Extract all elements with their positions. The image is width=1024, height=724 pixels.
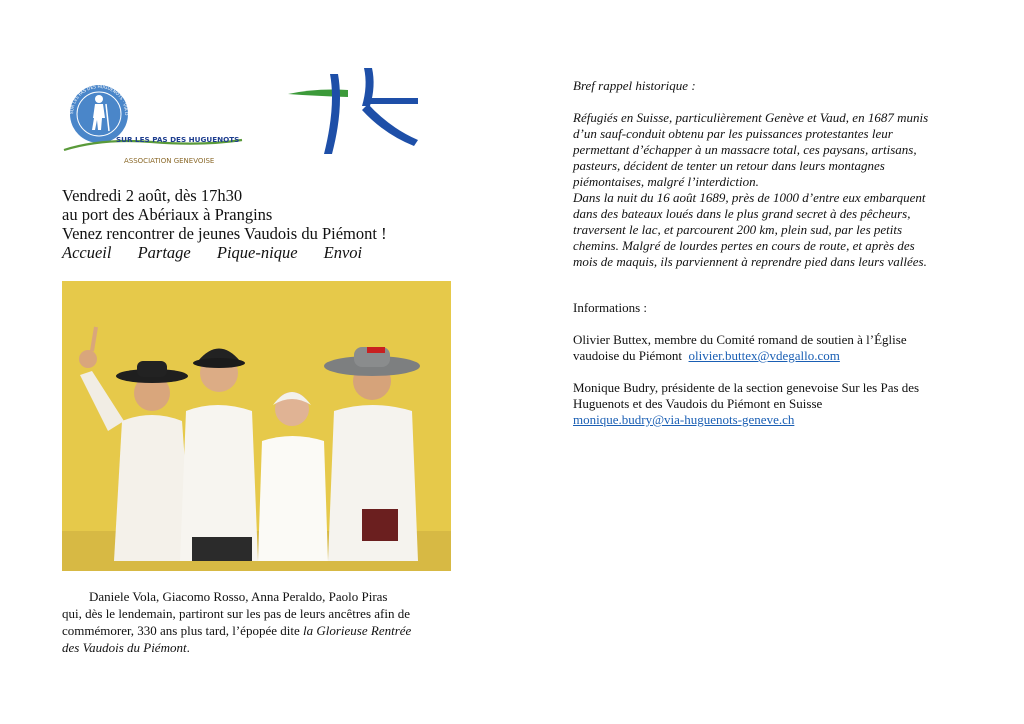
- contact-text: vaudoise du Piémont: [573, 348, 683, 363]
- history-line: d’un sauf-conduit obtenu par les puissances protestantes leur: [573, 126, 893, 141]
- event-details: [62, 186, 482, 262]
- program-item: Partage: [137, 243, 191, 262]
- history-line: mois de maquis, ils parviennent à reprendre pied dans leurs vallées.: [573, 254, 927, 269]
- caption-line: [62, 622, 462, 639]
- contact-line: [573, 412, 973, 428]
- svg-text:ASSOCIATION GENEVOISE: ASSOCIATION GENEVOISE: [124, 157, 215, 165]
- caption-text: commémorer, 330 ans plus tard, l’épopée dite: [62, 623, 303, 638]
- group-photo-illustration: [62, 281, 451, 571]
- history-line: Dans la nuit du 16 août 1689, près de 1000 d’entre eux embarquent: [573, 190, 926, 205]
- email-link-olivier[interactable]: olivier.buttex@vdegallo.com: [688, 348, 840, 363]
- program-item: Envoi: [323, 243, 363, 262]
- group-photo: [62, 281, 451, 571]
- photo-caption: [62, 588, 462, 656]
- history-line: dans des bateaux loués dans le plus grand secret à des pêcheurs,: [573, 206, 911, 221]
- caption-line: [62, 639, 462, 656]
- caption-italic: la Glorieuse Rentrée: [303, 623, 412, 638]
- program-item: Accueil: [62, 243, 112, 262]
- contact-monique: [573, 380, 973, 428]
- event-date: Vendredi 2 août, dès 17h30: [62, 186, 243, 205]
- contact-olivier: [573, 332, 973, 364]
- program-item: Pique-nique: [216, 243, 298, 262]
- history-line: Réfugiés en Suisse, particulièrement Genève et Vaud, en 1687 munis: [573, 110, 929, 125]
- history-line: piémontaises, malgré l’interdiction.: [573, 174, 759, 189]
- caption-names: Daniele Vola, Giacomo Rosso, Anna Peraldo, Paolo Piras: [89, 589, 388, 604]
- history-line: pasteurs, décident de tenter un retour dans leurs montagnes: [573, 158, 885, 173]
- history-line: traversent le lac, et parcourent 200 km, plein sud, par les petits: [573, 222, 903, 237]
- contact-line: Monique Budry, présidente de la section genevoise Sur les Pas des: [573, 380, 920, 395]
- history-line: chemins. Malgré de lourdes pertes en cours de route, et après des: [573, 238, 915, 253]
- email-link-monique[interactable]: monique.budry@via-huguenots-geneve.ch: [573, 412, 795, 427]
- info-title: Informations :: [573, 300, 648, 315]
- svg-text:SUR LES PAS DES HUGUENOTS: SUR LES PAS DES HUGUENOTS: [116, 135, 240, 144]
- event-place: au port des Abériaux à Prangins: [62, 205, 273, 224]
- svg-text:SUR LES PAS DES HUGUENOTS · VI: SUR LES PAS DES HUGUENOTS · VIA D: [69, 84, 129, 116]
- huguenots-badge-icon: [62, 84, 244, 170]
- vaudois-church-logo: [286, 66, 422, 158]
- history-section: [573, 78, 973, 270]
- history-title: Bref rappel historique :: [573, 78, 696, 93]
- huguenots-logo: [62, 84, 244, 170]
- history-line: permettant d’échapper à un massacre total, ces paysans, artisans,: [573, 142, 917, 157]
- contact-line: [573, 348, 973, 364]
- contact-line: Olivier Buttex, membre du Comité romand de soutien à l’Église: [573, 332, 907, 347]
- caption-line: qui, dès le lendemain, partiront sur les pas de leurs ancêtres afin de: [62, 606, 410, 621]
- event-invite: Venez rencontrer de jeunes Vaudois du Piémont !: [62, 224, 387, 243]
- vaudois-cross-icon: [286, 66, 422, 158]
- caption-text: .: [186, 640, 190, 655]
- contact-line: Huguenots et des Vaudois du Piémont en Suisse: [573, 396, 823, 411]
- event-program: [62, 243, 482, 262]
- caption-italic: des Vaudois du Piémont: [62, 640, 187, 655]
- info-section: [573, 300, 973, 428]
